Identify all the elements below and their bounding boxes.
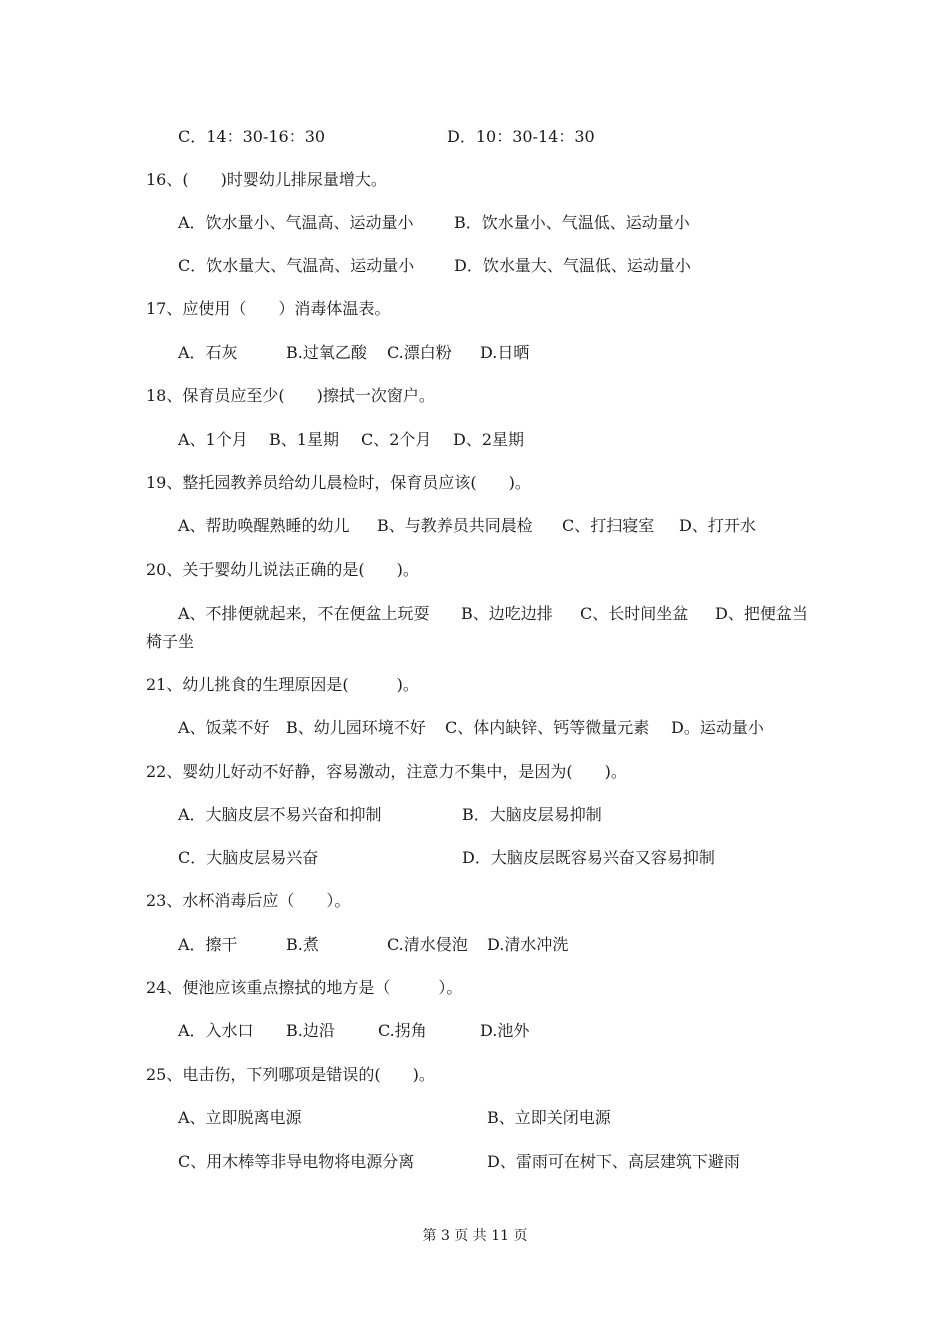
q20-option-c: C、长时间坐盆 [580, 604, 689, 623]
q16-option-c: C．饮水量大、气温高、运动量小 [178, 256, 415, 275]
q17-stem: 17、应使用（ ）消毒体温表。 [146, 299, 391, 318]
q21-option-b: B、幼儿园环境不好 [286, 718, 426, 737]
q17-option-b: B.过氧乙酸 [286, 343, 367, 362]
q24-option-a: A．入水口 [178, 1021, 254, 1040]
q19-option-d: D、打开水 [679, 516, 756, 535]
q24-option-b: B.边沿 [286, 1021, 335, 1040]
q23-option-b: B.煮 [286, 935, 319, 954]
q17-option-d: D.日晒 [480, 343, 530, 362]
q23-stem: 23、水杯消毒后应（ ）。 [146, 891, 351, 910]
q22-option-c: C．大脑皮层易兴奋 [178, 848, 319, 867]
q20-option-d-continued: 椅子坐 [146, 632, 195, 651]
q25-stem: 25、电击伤，下列哪项是错误的( )。 [146, 1065, 435, 1084]
q24-option-d: D.池外 [480, 1021, 530, 1040]
q16-option-b: B．饮水量小、气温低、运动量小 [454, 213, 690, 232]
q18-stem: 18、保育员应至少( )擦拭一次窗户。 [146, 386, 435, 405]
q21-option-c: C、体内缺锌、钙等微量元素 [445, 718, 650, 737]
q16-option-a: A．饮水量小、气温高、运动量小 [178, 213, 414, 232]
q21-option-a: A、饭菜不好 [178, 718, 270, 737]
q20-option-b: B、边吃边排 [461, 604, 553, 623]
q19-option-a: A、帮助唤醒熟睡的幼儿 [178, 516, 350, 535]
q23-option-c: C.清水侵泡 [387, 935, 468, 954]
q20-option-d: D、把便盆当 [715, 604, 808, 623]
page-footer: 第 3 页 共 11 页 [422, 1228, 528, 1244]
q16-option-d: D．饮水量大、气温低、运动量小 [454, 256, 691, 275]
q22-option-a: A．大脑皮层不易兴奋和抑制 [178, 805, 382, 824]
q17-option-a: A．石灰 [178, 343, 238, 362]
q25-option-c: C、用木棒等非导电物将电源分离 [178, 1152, 415, 1171]
q18-option-b: B、1星期 [269, 430, 339, 449]
q18-option-a: A、1个月 [178, 430, 248, 449]
q18-option-c: C、2个月 [361, 430, 432, 449]
q19-option-c: C、打扫寝室 [562, 516, 655, 535]
q25-option-d: D、雷雨可在树下、高层建筑下避雨 [487, 1152, 740, 1171]
q21-stem: 21、幼儿挑食的生理原因是( )。 [146, 675, 419, 694]
q19-stem: 19、整托园教养员给幼儿晨检时，保育员应该( )。 [146, 473, 531, 492]
q23-option-a: A．擦干 [178, 935, 238, 954]
q22-option-b: B．大脑皮层易抑制 [462, 805, 602, 824]
q20-stem: 20、关于婴幼儿说法正确的是( )。 [146, 560, 419, 579]
q21-option-d: D。运动量小 [671, 718, 764, 737]
q19-option-b: B、与教养员共同晨检 [377, 516, 533, 535]
q23-option-d: D.清水冲洗 [487, 935, 569, 954]
q18-option-d: D、2星期 [453, 430, 525, 449]
q22-stem: 22、婴幼儿好动不好静，容易激动，注意力不集中，是因为( )。 [146, 762, 627, 781]
q17-option-c: C.漂白粉 [387, 343, 452, 362]
q24-option-c: C.拐角 [378, 1021, 427, 1040]
q24-stem: 24、便池应该重点擦拭的地方是（ ）。 [146, 978, 463, 997]
q15-option-d: D．10：30-14：30 [447, 127, 595, 146]
q22-option-d: D．大脑皮层既容易兴奋又容易抑制 [462, 848, 715, 867]
q16-stem: 16、( )时婴幼儿排尿量增大。 [146, 170, 387, 189]
q25-option-b: B、立即关闭电源 [487, 1108, 611, 1127]
q15-option-c: C．14：30-16：30 [178, 127, 326, 146]
q25-option-a: A、立即脱离电源 [178, 1108, 302, 1127]
q20-option-a: A、不排便就起来，不在便盆上玩耍 [178, 604, 430, 623]
